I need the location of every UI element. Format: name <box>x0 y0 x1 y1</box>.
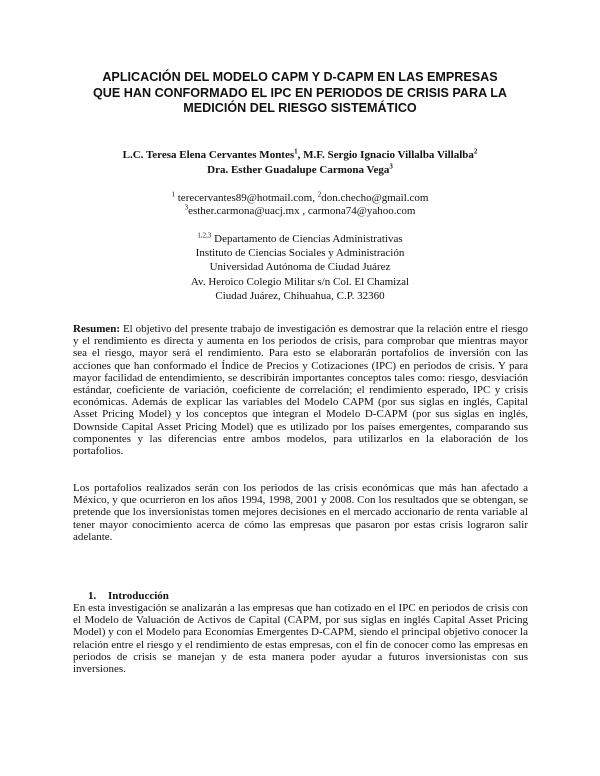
section-1-title: Introducción <box>108 590 169 602</box>
affiliation-street: Av. Heroico Colegio Militar s/n Col. El Chamizal <box>190 275 410 288</box>
email-1: terecervantes89@hotmail.com, <box>175 192 318 204</box>
email-1-sup: 1 <box>171 190 175 199</box>
authors-line-1 <box>73 148 527 163</box>
paper-title <box>60 70 540 117</box>
author-emails <box>73 192 527 218</box>
section-1-heading <box>88 590 169 602</box>
author-list <box>73 148 527 178</box>
affiliation-institute: Instituto de Ciencias Sociales y Administración <box>195 247 405 260</box>
affiliation-dept <box>73 232 527 246</box>
email-2: don.checho@gmail.com <box>321 192 429 204</box>
title-line-3: MEDICIÓN DEL RIESGO SISTEMÁTICO <box>183 101 417 115</box>
abstract-paragraph <box>73 323 528 457</box>
author-2-name: M.F. Sergio Ignacio Villalba Villalba <box>303 149 474 161</box>
email-2-sup: 2 <box>317 190 322 199</box>
affiliation-sup: 1,2,3 <box>197 231 212 240</box>
author-3-sup: 3 <box>389 162 393 171</box>
emails-line-2 <box>73 205 527 218</box>
affiliation-dept-text: Departamento de Ciencias Administrativas <box>211 233 403 245</box>
authors-line-2 <box>73 163 527 178</box>
author-1-sup: 1 <box>294 147 298 156</box>
abstract-text: El objetivo del presente trabajo de investigación es demostrar que la relación entre el riesgo y el rendimiento es directa y aumenta en los periodos de crisis, para comprobar que mientras mayor sea el riesgo, mayor será el rendimiento. Para esto se elaborarán portafolios de inversión con las acciones que han conformado el Índice de Precios y Cotizaciones (IPC) en periodos de crisis. Y para mayor facilidad de entendimiento, se describirán importantes conceptos tales como: riesgo, desviación estándar, coeficiente de variación, coeficiente de correlación; el rendimiento esperado, IPC y crisis económicas. Además de explicar las variables del Modelo CAPM (por sus siglas en inglés, Capital Asset Pricing Model) y los conceptos que integran el Modelo D-CAPM (por sus siglas en inglés, Downside Capital Asset Pricing Model) que es utilizado por los países emergentes, comparando sus componentes y las diferencias entre ambos modelos, para utilizarlos en la elaboración de los portafolios. <box>73 323 528 458</box>
author-1-name: L.C. Teresa Elena Cervantes Montes <box>122 149 295 161</box>
email-3: esther.carmona@uacj.mx , carmona74@yahoo.com <box>188 205 416 217</box>
emails-line-1 <box>73 192 527 205</box>
author-3-name: Dra. Esther Guadalupe Carmona Vega <box>207 164 390 176</box>
title-line-1: APLICACIÓN DEL MODELO CAPM Y D-CAPM EN LAS EMPRESAS <box>102 70 498 84</box>
section-1-paragraph: En esta investigación se analizarán a las empresas que han cotizado en el IPC en periodos de crisis con el Modelo de Valuación de Activos de Capital (CAPM, por sus siglas en inglés Capital Asset Pricing Model) y con el Modelo para Economías Emergentes D-CAPM, siendo el principal objetivo conocer la relación entre el riesgo y el rendimiento de estas empresas, con el fin de conocer como las empresas en periodos de crisis se manejan y de esta manera poder ayudar a futuros inversionistas con sus inversiones. <box>73 602 528 676</box>
affiliation-university: Universidad Autónoma de Ciudad Juárez <box>209 261 391 274</box>
section-1-number: 1. <box>88 590 97 602</box>
body-paragraph-2: Los portafolios realizados serán con los periodos de las crisis económicas que más han afectado a México, y que ocurrieron en los años 1994, 1998, 2001 y 2008. Con los resultados que se obtengan, se pretende que los inversionistas tomen mejores decisiones en el mercado accionario de renta variable al tener mayor conocimiento acerca de cómo las empresas que pasaron por estas crisis lograron salir adelante. <box>73 482 528 543</box>
author-2-sup: 2 <box>473 147 478 156</box>
abstract-label: Resumen: <box>73 323 121 335</box>
author-separator: , <box>297 149 304 161</box>
affiliation-city: Ciudad Juárez, Chihuahua, C.P. 32360 <box>215 289 385 302</box>
affiliation-block <box>73 232 527 303</box>
email-3-sup: 3 <box>184 203 189 212</box>
title-line-2: QUE HAN CONFORMADO EL IPC EN PERIODOS DE CRISIS PARA LA <box>93 85 507 100</box>
